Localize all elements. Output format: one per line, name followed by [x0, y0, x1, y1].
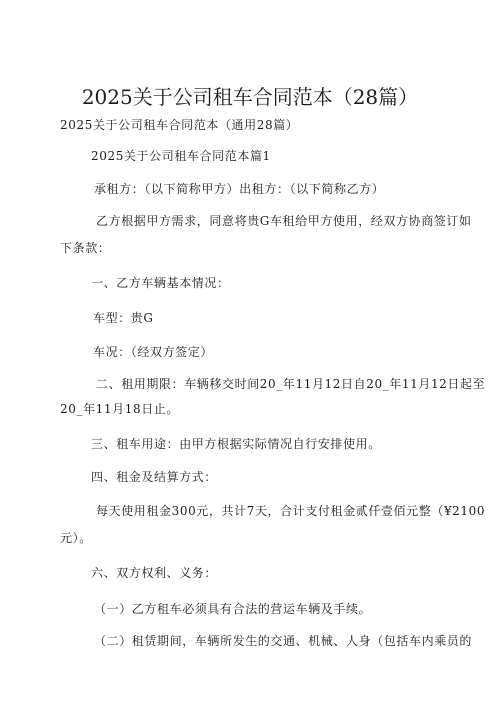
document-title: 2025关于公司租车合同范本（28篇）: [81, 85, 419, 109]
clause-3-line: 三、租车用途：由甲方根据实际情况自行安排使用。: [91, 437, 381, 451]
car-condition-line: 车况：（经双方签定）: [93, 345, 214, 359]
document-subtitle: 2025关于公司租车合同范本（通用28篇）: [60, 118, 299, 132]
clause-4-heading: 四、租金及结算方式：: [91, 470, 218, 484]
clause-6-heading: 六、双方权利、义务：: [91, 566, 218, 580]
clause-2-line-1: 二、租用期限：车辆移交时间20_年11月12日自20_年11月12日起至: [96, 377, 486, 391]
intro-line-1: 乙方根据甲方需求，同意将贵G车租给甲方使用，经双方协商签订如: [96, 214, 472, 228]
clause-6-item-2: （二）租赁期间，车辆所发生的交通、机械、人身（包括车内乘员的: [94, 634, 473, 648]
clause-4-line-2: 元）。: [60, 531, 92, 545]
clause-2-line-2: 20_年11月18日止。: [60, 402, 180, 416]
intro-line-2: 下条款：: [60, 241, 111, 255]
car-model-line: 车型：贵G: [93, 311, 154, 325]
parties-line: 承租方：（以下简称甲方）出租方：（以下简称乙方）: [94, 182, 385, 196]
clause-1-heading: 一、乙方车辆基本情况：: [91, 276, 230, 290]
clause-6-item-1: （一）乙方租车必须具有合法的营运车辆及手续。: [94, 602, 372, 616]
clause-4-line-1: 每天使用租金300元，共计7天，合计支付租金贰仟壹佰元整（¥2100: [96, 504, 486, 518]
section-heading: 2025关于公司租车合同范本篇1: [91, 149, 271, 163]
